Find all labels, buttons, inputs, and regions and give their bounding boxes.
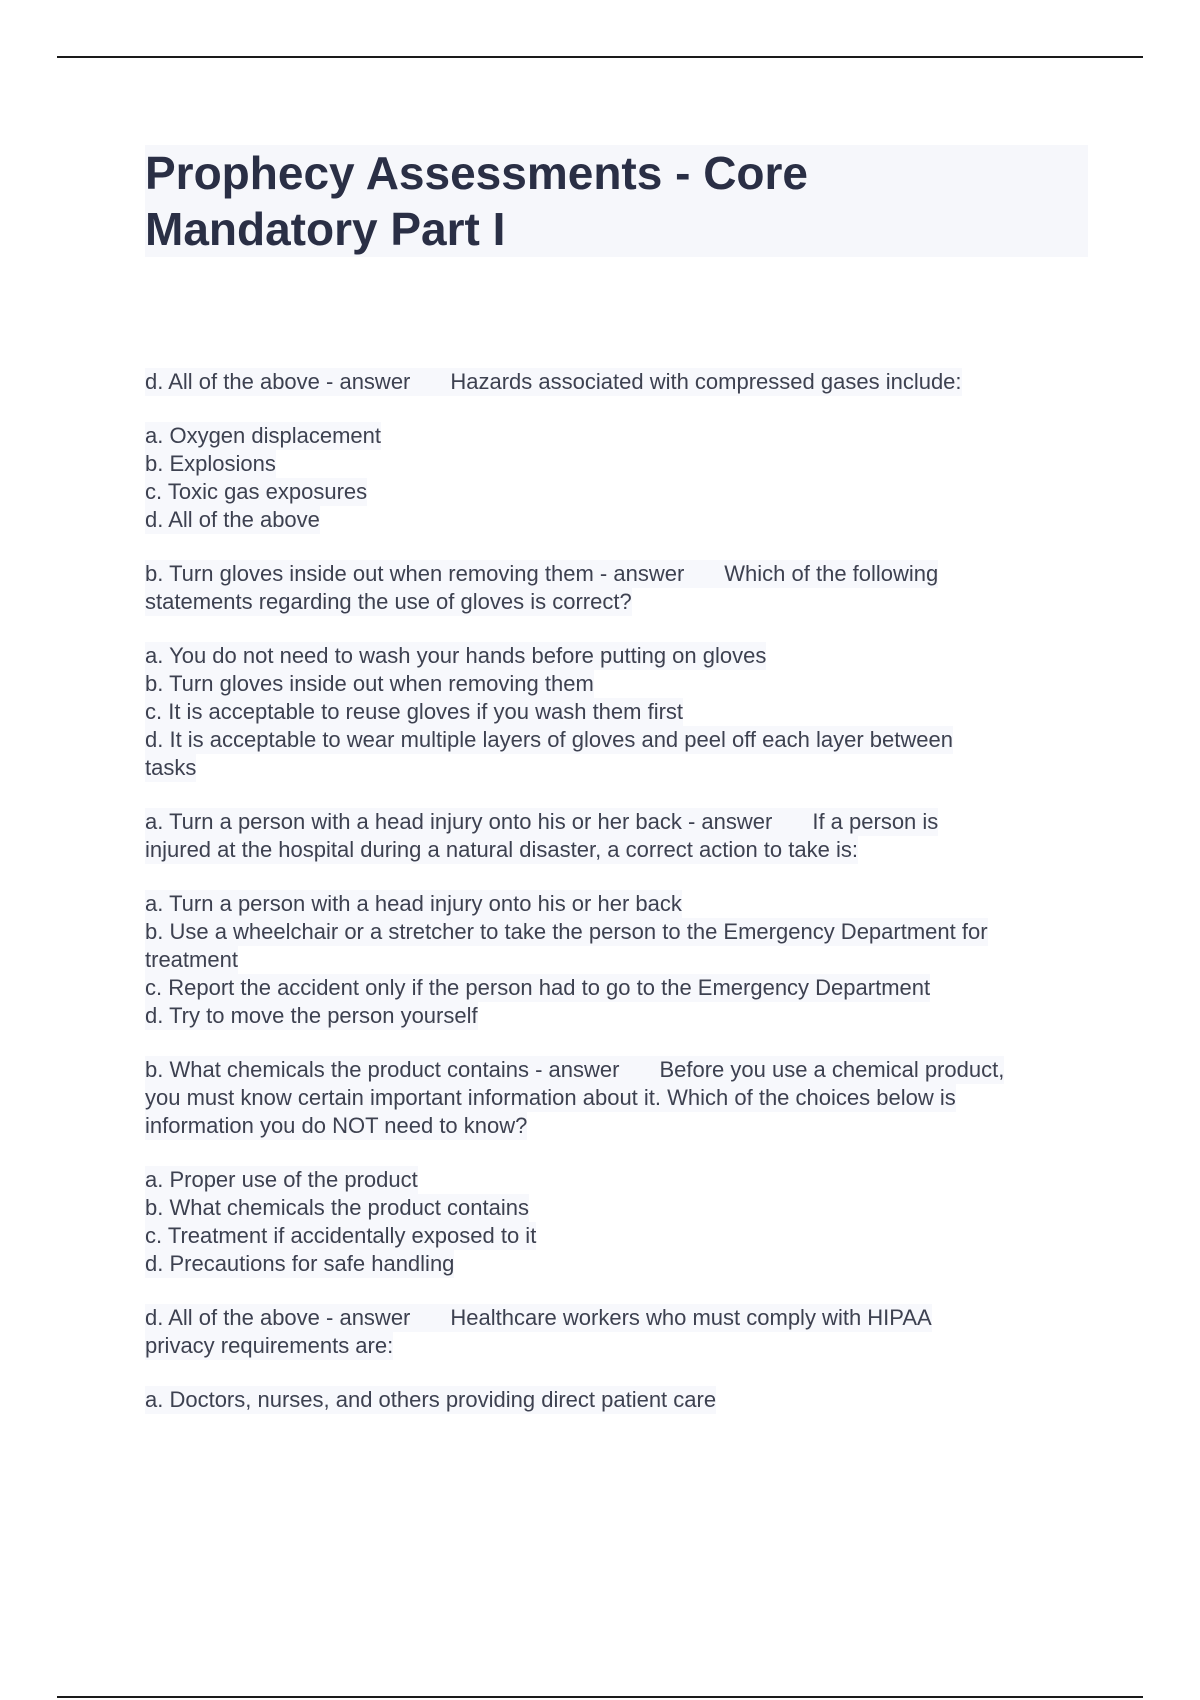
option-list	[145, 642, 1090, 782]
prompt-text: Which of the following	[724, 561, 939, 586]
question-list	[145, 368, 1090, 1440]
question-header	[145, 1304, 932, 1332]
option-item: b. Explosions	[145, 451, 276, 476]
prompt-text: Hazards associated with compressed gases include:	[450, 369, 962, 394]
prompt-continuation: you must know certain important information about it. Which of the choices below is	[145, 1085, 956, 1110]
option-item: a. Proper use of the product	[145, 1167, 418, 1192]
option-item: c. It is acceptable to reuse gloves if you wash them first	[145, 699, 684, 724]
question-header	[145, 368, 962, 396]
prompt-text: If a person is	[812, 809, 939, 834]
option-item: b. Turn gloves inside out when removing them	[145, 671, 594, 696]
option-item: c. Toxic gas exposures	[145, 479, 368, 504]
answer-text: d. All of the above - answer	[145, 1305, 411, 1330]
option-item: d. Try to move the person yourself	[145, 1003, 478, 1028]
bottom-rule	[57, 1696, 1143, 1698]
question-block	[145, 368, 1090, 534]
answer-text: a. Turn a person with a head injury onto his or her back - answer	[145, 809, 773, 834]
option-item: c. Report the accident only if the person had to go to the Emergency Department	[145, 975, 931, 1000]
option-item: b. Use a wheelchair or a stretcher to take the person to the Emergency Department for	[145, 919, 988, 944]
option-item: d. Precautions for safe handling	[145, 1251, 455, 1276]
question-header	[145, 560, 938, 588]
title-line-2: Mandatory Part I	[145, 203, 506, 255]
question-block	[145, 1304, 1090, 1414]
question-block	[145, 808, 1090, 1030]
option-item: d. It is acceptable to wear multiple layers of gloves and peel off each layer between	[145, 727, 953, 752]
option-list	[145, 1166, 1090, 1278]
answer-text: b. Turn gloves inside out when removing them - answer	[145, 561, 685, 586]
prompt-text: Before you use a chemical product,	[659, 1057, 1005, 1082]
option-item-continuation: treatment	[145, 947, 238, 972]
question-header	[145, 1056, 1004, 1084]
option-item: a. Oxygen displacement	[145, 423, 382, 448]
page-title	[145, 145, 1088, 257]
prompt-continuation: injured at the hospital during a natural disaster, a correct action to take is:	[145, 837, 858, 862]
option-item: b. What chemicals the product contains	[145, 1195, 529, 1220]
option-item: a. Doctors, nurses, and others providing direct patient care	[145, 1387, 717, 1412]
title-block	[145, 145, 1088, 257]
option-list	[145, 422, 1090, 534]
option-list	[145, 1386, 1090, 1414]
option-item: a. You do not need to wash your hands before putting on gloves	[145, 643, 767, 668]
option-item: d. All of the above	[145, 507, 320, 532]
option-item-continuation: tasks	[145, 755, 197, 780]
answer-text: b. What chemicals the product contains - answer	[145, 1057, 620, 1082]
question-block	[145, 1056, 1090, 1278]
prompt-continuation: privacy requirements are:	[145, 1333, 394, 1358]
title-line-1: Prophecy Assessments - Core	[145, 147, 809, 199]
prompt-continuation: information you do NOT need to know?	[145, 1113, 528, 1138]
option-list	[145, 890, 1090, 1030]
question-header	[145, 808, 938, 836]
prompt-continuation: statements regarding the use of gloves is correct?	[145, 589, 632, 614]
prompt-text: Healthcare workers who must comply with HIPAA	[450, 1305, 932, 1330]
question-block	[145, 560, 1090, 782]
answer-text: d. All of the above - answer	[145, 369, 411, 394]
option-item: c. Treatment if accidentally exposed to it	[145, 1223, 537, 1248]
top-rule	[57, 56, 1143, 58]
option-item: a. Turn a person with a head injury onto his or her back	[145, 891, 682, 916]
